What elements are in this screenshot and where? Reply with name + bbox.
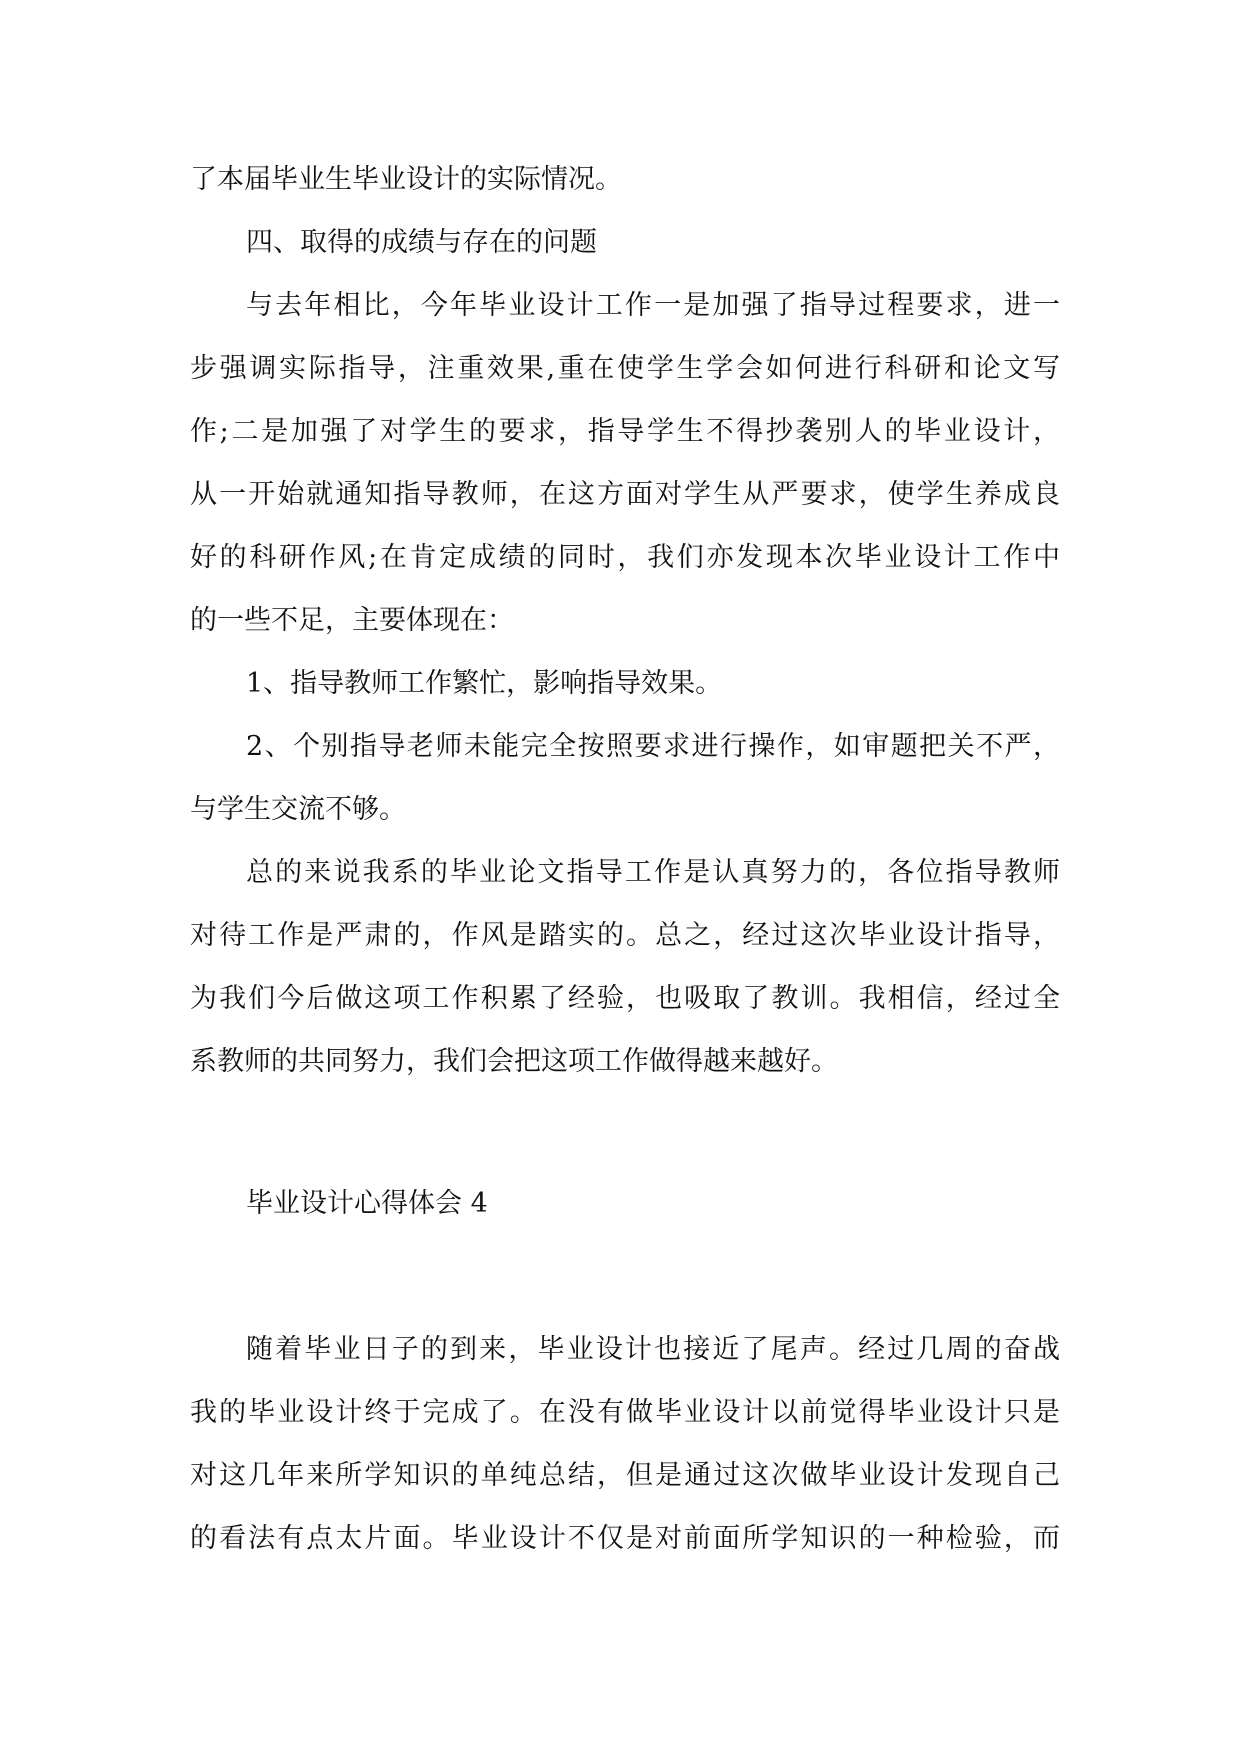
text-line: 了本届毕业生毕业设计的实际情况。 bbox=[190, 164, 622, 195]
article-heading: 毕业设计心得体会 4 bbox=[246, 1188, 488, 1219]
text-line: 我的毕业设计终于完成了。在没有做毕业设计以前觉得毕业设计只是 bbox=[190, 1397, 1060, 1428]
article-heading-block bbox=[190, 1172, 1060, 1235]
text-line: 对待工作是严肃的，作风是踏实的。总之，经过这次毕业设计指导， bbox=[190, 920, 1060, 951]
text-line: 从一开始就通知指导教师，在这方面对学生从严要求，使学生养成良 bbox=[190, 479, 1060, 510]
text-line: 总的来说我系的毕业论文指导工作是认真努力的，各位指导教师 bbox=[246, 857, 1060, 888]
text-line: 系教师的共同努力，我们会把这项工作做得越来越好。 bbox=[190, 1046, 838, 1077]
text-line: 好的科研作风;在肯定成绩的同时，我们亦发现本次毕业设计工作中 bbox=[190, 542, 1060, 573]
list-item: 1、指导教师工作繁忙，影响指导效果。 bbox=[246, 668, 723, 699]
list-item: 2、个别指导老师未能完全按照要求进行操作，如审题把关不严， bbox=[246, 731, 1060, 762]
text-line: 随着毕业日子的到来，毕业设计也接近了尾声。经过几周的奋战 bbox=[246, 1334, 1060, 1365]
text-line: 对这几年来所学知识的单纯总结，但是通过这次做毕业设计发现自己 bbox=[190, 1460, 1060, 1491]
section-four-text bbox=[190, 148, 1060, 1093]
text-line: 与去年相比，今年毕业设计工作一是加强了指导过程要求，进一 bbox=[246, 290, 1060, 321]
text-line: 步强调实际指导，注重效果,重在使学生学会如何进行科研和论文写 bbox=[190, 353, 1060, 384]
text-line: 的看法有点太片面。毕业设计不仅是对前面所学知识的一种检验，而 bbox=[190, 1523, 1060, 1554]
text-line: 的一些不足，主要体现在： bbox=[190, 605, 514, 636]
article-body-text bbox=[190, 1318, 1060, 1570]
text-line: 作;二是加强了对学生的要求，指导学生不得抄袭别人的毕业设计， bbox=[190, 416, 1060, 447]
text-line: 为我们今后做这项工作积累了经验，也吸取了教训。我相信，经过全 bbox=[190, 983, 1060, 1014]
section-heading: 四、取得的成绩与存在的问题 bbox=[246, 227, 597, 258]
text-line: 与学生交流不够。 bbox=[190, 794, 406, 825]
